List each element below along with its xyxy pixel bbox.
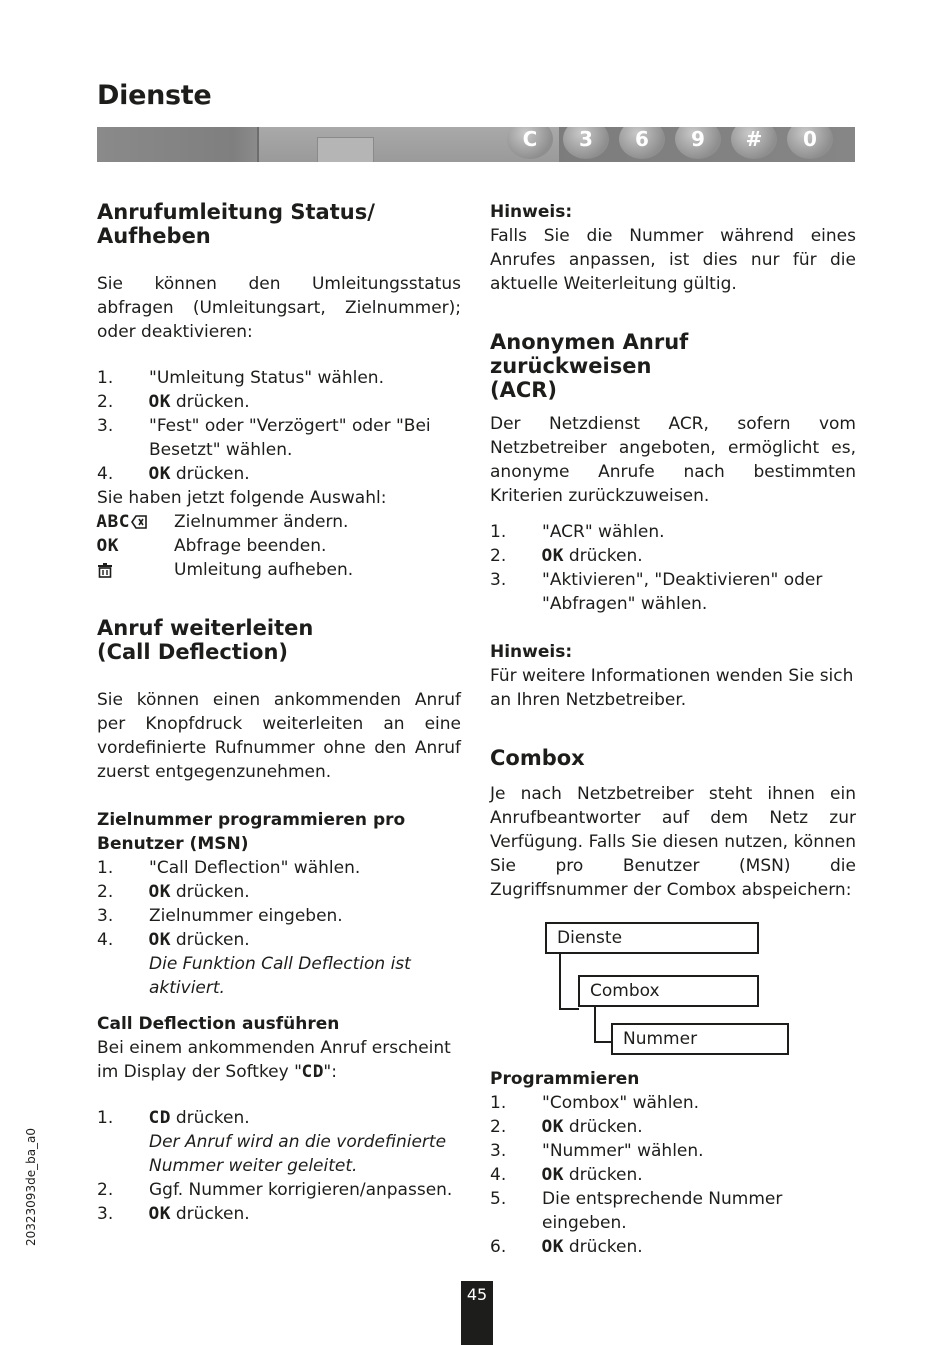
ok-softkey-icon: OK [148, 930, 172, 950]
list-item: 3. "Nummer" wählen. [490, 1141, 704, 1161]
list-item: 1. CD drücken. [97, 1108, 250, 1128]
keypad-key-6: 6 [619, 127, 665, 159]
keypad-key-3: 3 [563, 127, 609, 159]
list-item: 3. "Fest" oder "Verzögert" oder "Bei Besetzt" wählen. [97, 416, 431, 460]
paragraph: Sie können einen ankommenden Anruf per Knopfdruck weiterleiten an eine vordefinierte Rufnummer ohne den Anruf zuerst entgegenzunehmen. [97, 690, 461, 782]
keypad-key-0: 0 [787, 127, 833, 159]
section-heading-combox: Combox [490, 746, 585, 770]
option-item: ABC Zielnummer ändern. [96, 512, 349, 532]
list-item: 4. OK drücken. [97, 930, 250, 950]
cd-softkey-icon: CD [301, 1062, 324, 1082]
trash-icon [97, 562, 113, 578]
list-item: 1. "Call Deflection" wählen. [97, 858, 361, 878]
paragraph: Der Netzdienst ACR, sofern vom Netzbetreiber angeboten, ermöglicht es, anonyme Anrufe nach bestimmten Kriterien zurückzuweisen. [490, 414, 856, 506]
clear-icon [131, 515, 147, 529]
note-title: Hinweis: [490, 202, 573, 222]
menu-tree-diagram [490, 922, 856, 1067]
ok-softkey-icon: OK [541, 546, 565, 566]
phone-keypad-banner-image [97, 127, 855, 162]
option-item: Umleitung aufheben. [97, 558, 461, 582]
page-title: Dienste [97, 80, 212, 111]
ok-softkey-icon: OK [541, 1237, 565, 1257]
list-item: 3. OK drücken. [97, 1204, 250, 1224]
list-item: 6. OK drücken. [490, 1237, 643, 1257]
list-item: 2. OK drücken. [490, 1117, 643, 1137]
paragraph: Sie haben jetzt folgende Auswahl: [97, 488, 387, 508]
ok-softkey-icon: OK [96, 536, 120, 556]
list-item: 4. OK drücken. [490, 1165, 643, 1185]
ok-softkey-icon: OK [148, 882, 172, 902]
menu-node-combox: Combox [578, 975, 759, 1007]
keypad-key-c: C [507, 127, 553, 159]
subheading-programmieren: Programmieren [490, 1069, 640, 1089]
note-text: Für weitere Informationen wenden Sie sich an Ihren Netzbetreiber. [490, 666, 854, 710]
result-text: Die Funktion Call Deflection ist aktiviert. [149, 954, 411, 998]
list-item: 1. "ACR" wählen. [490, 522, 665, 542]
list-item: 5. Die entsprechende Nummer eingeben. [490, 1189, 783, 1233]
paragraph: Je nach Netzbetreiber steht ihnen ein Anrufbeantworter auf dem Netz zur Verfügung. Falls Sie diesen nutzen, können Sie pro Benutzer (MSN) die Zugriffsnummer der Combox abspeichern: [490, 784, 856, 900]
paragraph: Sie können den Umleitungsstatus abfragen (Umleitungsart, Zielnummer); oder deaktivieren: [97, 274, 461, 342]
ok-softkey-icon: OK [148, 392, 172, 412]
section-heading-acr: Anonymen Anruf zurückweisen (ACR) [490, 330, 689, 402]
right-column [490, 200, 856, 1259]
list-item: 2. Ggf. Nummer korrigieren/anpassen. [97, 1180, 453, 1200]
document-code: 20323093de_ba_a0 [24, 1127, 38, 1246]
list-item: 1. "Umleitung Status" wählen. [97, 368, 384, 388]
ok-softkey-icon: OK [541, 1165, 565, 1185]
list-item: 3. Zielnummer eingeben. [97, 906, 343, 926]
section-heading-call-deflection: Anruf weiterleiten (Call Deflection) [97, 616, 314, 664]
ok-softkey-icon: OK [541, 1117, 565, 1137]
ok-softkey-icon: OK [148, 1204, 172, 1224]
cd-softkey-icon: CD [148, 1108, 172, 1128]
menu-node-dienste: Dienste [545, 922, 759, 954]
page-number: 45 [461, 1281, 493, 1345]
ok-softkey-icon: OK [148, 464, 172, 484]
option-item: OK Abfrage beenden. [96, 536, 327, 556]
keypad-key-hash: # [731, 127, 777, 159]
keypad-key-9: 9 [675, 127, 721, 159]
list-item: 1. "Combox" wählen. [490, 1093, 700, 1113]
result-text: Der Anruf wird an die vordefinierte Nummer weiter geleitet. [149, 1132, 447, 1176]
phone-display-window [317, 137, 374, 162]
list-item: 3. "Aktivieren", "Deaktivieren" oder "Abfragen" wählen. [490, 570, 823, 614]
list-item: 2. OK drücken. [490, 546, 643, 566]
list-item: 2. OK drücken. [97, 882, 250, 902]
menu-node-nummer: Nummer [611, 1023, 789, 1055]
paragraph: Bei einem ankommenden Anruf erscheint im Display der Softkey "CD": [97, 1038, 451, 1082]
list-item: 4. OK drücken. [97, 464, 250, 484]
section-heading-call-forward-status: Anrufumleitung Status/ Aufheben [97, 200, 375, 248]
subheading-program-target: Zielnummer programmieren pro Benutzer (MSN) [97, 810, 406, 854]
left-column [97, 200, 461, 1226]
note-text: Falls Sie die Nummer während eines Anrufes anpassen, ist dies nur für die aktuelle Weiterleitung gültig. [490, 226, 856, 294]
abc-softkey-icon: ABC [96, 512, 131, 532]
note-title: Hinweis: [490, 642, 573, 662]
list-item: 2. OK drücken. [97, 392, 250, 412]
subheading-execute-deflection: Call Deflection ausführen [97, 1014, 340, 1034]
